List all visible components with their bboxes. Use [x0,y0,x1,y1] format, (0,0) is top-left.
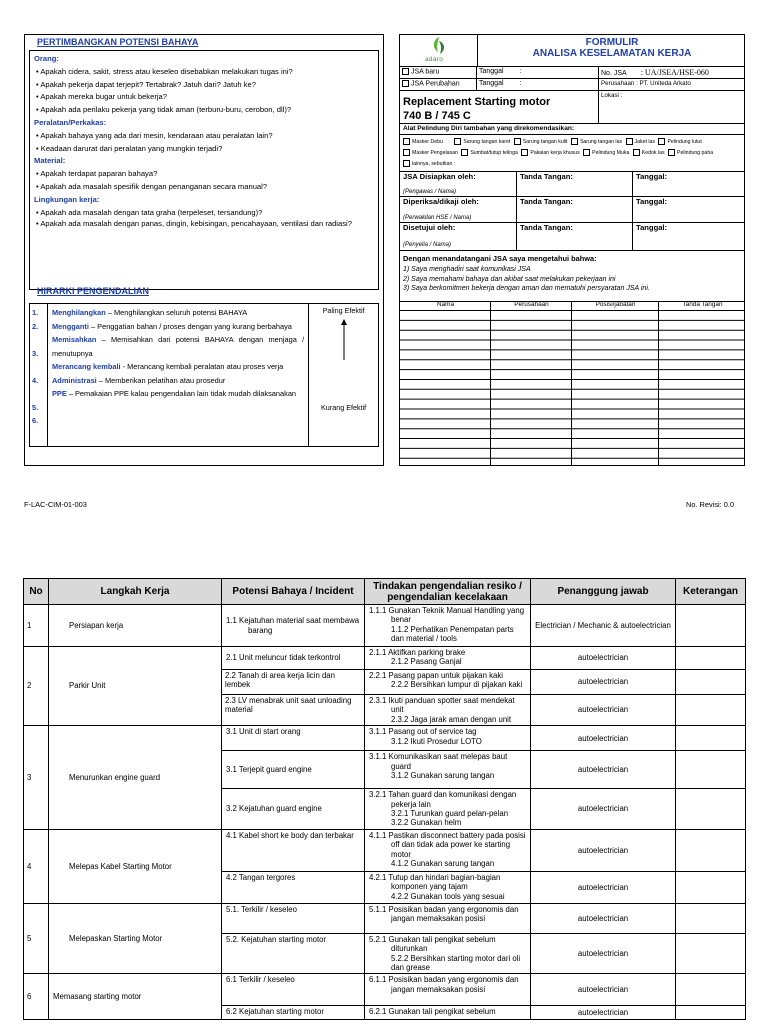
question: • Apakah mereka bugar untuk bekerja? [36,92,167,102]
hazard-cell: 2.1 Unit meluncur tidak terkontrol [222,647,365,670]
job-title [403,95,550,123]
table-row [24,605,746,647]
hk-num: 5. [32,402,39,412]
step-description: Parkir Unit [49,647,222,726]
table-header-row [24,579,746,605]
table-row [24,647,746,670]
remarks-cell [676,670,746,695]
hazard-cell: 6.1 Terkilir / keseleo [222,974,365,1006]
form-code: F-LAC-CIM-01-003 [24,500,87,509]
question: • Apakah bahaya yang ada dari mesin, kendaraan atau peralatan lain? [36,130,273,140]
apd-checkbox[interactable] [403,149,410,156]
declaration-item: 2) Saya memahami bahaya dan akibat saat melakukan pekerjaan ini [403,275,616,283]
remarks-cell [676,829,746,871]
control-cell: 2.1.1 Aktifkan parking brake 2.1.2 Pasang Ganjal [365,647,531,670]
sign-label: Diperiksa/dikaji oleh: [403,197,479,206]
job-title-line1: Replacement Starting motor [403,96,551,108]
remarks-cell [676,789,746,830]
control-cell: 5.1.1 Posisikan badan yang ergonomis dan jangan memaksakan posisi [365,903,531,933]
question: • Keadaan darurat dari peralatan yang mungkin terjadi? [36,143,223,153]
table-row [24,974,746,1006]
col-header: No [24,579,49,605]
control-cell: 3.1.1 Pasang out of service tag 3.1.2 Ikuti Prosedur LOTO [365,726,531,751]
responsible-cell: autoelectrician [531,695,676,726]
potensi-bahaya-box [29,50,379,290]
control-cell: 6.1.1 Posisikan badan yang ergonomis dan jangan memaksakan posisi [365,974,531,1006]
responsible-cell: Electrician / Mechanic & autoelectrician [531,605,676,647]
remarks-cell [676,933,746,974]
effectiveness-scale [309,304,379,447]
col-header: Tindakan pengendalian resiko / pengendalian kecelakaan [365,579,531,605]
responsible-cell: autoelectrician [531,829,676,871]
apd-other: lainnya, sebutkan : [403,160,455,167]
remarks-cell [676,751,746,789]
jsa-perubahan-row: JSA Perubahan Tanggal : Perusahaan : PT. Uniteda Arkato [400,79,744,91]
category-label: Material: [34,156,66,166]
lokasi: Lokasi : [598,91,622,123]
revision-number: No. Revisi: 0.0 [686,500,735,509]
apd-row-2: Masker Pengelasan Sumbat/tutup telinga Pakaian kerja khusus Pelindung Muka Kedok las Pelindung paha [403,149,713,156]
apd-checkbox[interactable] [626,138,633,145]
step-number: 6 [24,974,49,1020]
sign-row-approved [400,223,744,251]
apd-checkbox[interactable] [668,149,675,156]
declaration-item: 3) Saya berkomitmen bekerja dengan aman dan mematuhi persyaratan JSA ini. [403,285,650,292]
form-title [479,37,745,59]
hirarki-item: Memisahkan – Memisahkan dari potensi BAHAYA dengan menjaga / menutupnya [51,335,305,358]
hk-num: 6. [32,416,39,425]
perusahaan: Perusahaan : PT. Uniteda Arkato [598,79,691,90]
most-effective-label: Paling Efektif [322,306,365,315]
control-cell: 6.2.1 Gunakan tali pengikat sebelum [365,1006,531,1020]
col-header: Penanggung jawab [531,579,676,605]
signature-label: Tanda Tangan: [516,197,573,222]
responsible-cell: autoelectrician [531,726,676,751]
responsible-cell: autoelectrician [531,751,676,789]
col-header: Langkah Kerja [49,579,222,605]
responsible-cell: autoelectrician [531,670,676,695]
step-number: 4 [24,829,49,903]
declaration-item: 1) Saya menghadiri saat komunikasi JSA [403,266,531,273]
responsible-cell: autoelectrician [531,789,676,830]
hazard-cell: 5.1. Terkilir / keseleo [222,903,365,933]
date-label: Tanggal: [632,172,667,196]
tanggal-label: Tanggal [479,80,504,87]
hirarki-table [29,303,379,447]
hirarki-numbers [30,304,48,447]
apd-checkbox[interactable] [514,138,521,145]
attendance-grid-lines [400,301,745,466]
jsa-steps-table [23,578,746,1020]
att-header: Posisi/jabatan [595,301,636,308]
category-label: Peralatan/Perkakas: [34,117,107,127]
apd-row-1: Masker Debu Sarung tangan karet Sarung tangan kulit Sarung tangan las Jaket las Pelindung lutut [403,138,702,145]
control-cell: 1.1.1 Gunakan Teknik Manual Handling yang benar 1.1.2 Perhatikan Penempatan parts dan material / tools [365,605,531,647]
att-header: Nama [436,301,455,308]
hirarki-item: Administrasi – Memberikan pelatihan atau prosedur [51,375,226,385]
control-cell: 2.2.1 Pasang papan untuk pijakan kaki 2.2.2 Bersihkan lumpur di pijakan kaki [365,670,531,695]
remarks-cell [676,647,746,670]
hk-num: 1. [32,308,39,317]
control-cell: 4.1.1 Pastikan disconnect battery pada posisi off dan tidak ada power ke starting motor 4.1.2 Gunakan sarung tangan [365,829,531,871]
question: • Apakah cidera, sakit, stress atau keseleo disebabkan melakukan tugas ini? [36,66,293,76]
step-description: Melepaskan Starting Motor [49,903,222,974]
attendance-table [400,301,745,466]
col-header: Potensi Bahaya / Incident [222,579,365,605]
jsa-baru-row: JSA baru Tanggal : No. JSA : UA/JSEA/HSE-060 [400,67,744,79]
sign-role: (Perwakilan HSE / Nama) [403,215,472,221]
question: • Apakah ada masalah dengan tata graha (terpeleset, tersandung)? [36,207,263,217]
logo-cell [400,35,478,66]
apd-checkbox[interactable] [403,138,410,145]
control-cell: 5.2.1 Gunakan tali pengikat sebelum diturunkan 5.2.2 Bersihkan starting motor dari oli dan grease [365,933,531,974]
hirarki-item: PPE – Pemakaian PPE kalau pengendalian lain tidak mudah dilaksanakan [51,389,297,398]
step-number: 1 [24,605,49,647]
sign-label: Disetujui oleh: [403,223,456,232]
control-cell: 2.3.1 Ikuti panduan spotter saat mendekat unit 2.3.2 Jaga jarak aman dengan unit [365,695,531,726]
step-number: 2 [24,647,49,726]
sign-label: JSA Disiapkan oleh: [403,172,476,181]
jsa-baru-checkbox[interactable] [402,68,409,75]
step-description: Persiapan kerja [49,605,222,647]
table-row [24,726,746,751]
remarks-cell [676,726,746,751]
jsa-perubahan-checkbox[interactable] [402,80,409,87]
sign-role: (Penyelia / Nama) [403,242,452,248]
logo-text: adaro [425,56,444,63]
hazard-cell: 3.2 Kejatuhan guard engine [222,789,365,830]
date-label: Tanggal: [632,223,667,250]
jsa-baru-label: JSA baru [411,68,440,76]
remarks-cell [676,1006,746,1020]
hazard-cell: 4.1 Kabel short ke body dan terbakar [222,829,365,871]
signature-label: Tanda Tangan: [516,223,573,250]
responsible-cell: autoelectrician [531,1006,676,1020]
apd-checkbox[interactable] [571,138,578,145]
hirarki-item: Menghilangkan – Menghilangkan seluruh potensi BAHAYA [51,308,248,317]
responsible-cell: autoelectrician [531,974,676,1006]
apd-checkbox[interactable] [658,138,665,145]
remarks-cell [676,903,746,933]
responsible-cell: autoelectrician [531,903,676,933]
declaration-title: Dengan menandatangani JSA saya mengetahui bahwa: [403,254,597,263]
hazard-cell: 5.2. Kejatuhan starting motor [222,933,365,974]
control-cell: 3.1.1 Komunikasikan saat melepas baut guard 3.1.2 Gunakan sarung tangan [365,751,531,789]
question: • Apakah pekerja dapat terjepit? Tertabrak? Jatuh dari? Jatuh ke? [36,79,256,89]
apd-checkbox[interactable] [583,149,590,156]
hirarki-item: Merancang kembali - Merancang kembali peralatan atau proses verja [51,362,284,371]
hirarki-item: Mengganti – Penggatian bahan / proses dengan yang kurang berbahaya [51,321,292,331]
hazard-cell: 4.2 Tangan tergores [222,871,365,903]
step-description: Menurunkan engine guard [49,726,222,830]
remarks-cell [676,871,746,903]
hazard-cell: 2.3 LV menabrak unit saat unloading material [222,695,365,726]
no-jsa-value: : UA/JSEA/HSE-060 [640,68,709,77]
apd-section [400,124,744,172]
adaro-logo-icon [428,36,450,56]
hk-num: 4. [32,375,39,385]
date-label: Tanggal: [632,197,667,222]
form-header [400,35,744,67]
col-header: Keterangan [676,579,746,605]
table-row [24,903,746,933]
remarks-cell [676,605,746,647]
remarks-cell [676,695,746,726]
category-label: Orang: [34,54,59,63]
apd-checkbox[interactable] [454,138,461,145]
apd-title: Alat Pelindung Diri tambahan yang direkomendasikan: [403,125,575,132]
hk-num: 2. [32,321,39,331]
potensi-bahaya-title: PERTIMBANGKAN POTENSI BAHAYA [37,37,199,47]
question: • Apakah terdapat paparan bahaya? [36,169,158,179]
responsible-cell: autoelectrician [531,933,676,974]
hazard-cell: 6.2 Kejatuhan starting motor [222,1006,365,1020]
question: • Apakah ada masalah spesifik dengan penanganan secara manual? [36,181,268,191]
apd-checkbox[interactable] [403,160,410,167]
least-effective-label: Kurang Efektif [321,403,367,412]
hazard-cell: 1.1 Kejatuhan material saat membawa barang [222,605,365,647]
responsible-cell: autoelectrician [531,871,676,903]
hazard-cell: 2.2 Tanah di area kerja licin dan lembek [222,670,365,695]
category-label: Lingkungan kerja: [34,194,100,204]
control-cell: 3.2.1 Tahan guard dan komunikasi dengan pekerja lain 3.2.1 Turunkan guard pelan-pelan 3.2.2 Gunakan helm [365,789,531,830]
jsa-form [399,34,745,466]
step-description: Memasang starting motor [49,974,222,1020]
form-title-line2: ANALISA KESELAMATAN KERJA [532,48,692,59]
step-number: 3 [24,726,49,830]
hazard-cell: 3.1 Terjepit guard engine [222,751,365,789]
job-title-line2: 740 B / 745 C [403,110,471,122]
tanggal-label: Tanggal [479,68,504,75]
question: • Apakah ada masalah dengan panas, dingin, kebisingan, pencahayaan, ventilasi dan radiasi? [36,219,352,229]
control-cell: 4.2.1 Tutup dan hindari bagian-bagian komponen yang tajam 4.2.2 Gunakan tools yang sesuai [365,871,531,903]
att-header: Perusahaan [514,301,549,308]
apd-checkbox[interactable] [633,149,640,156]
sign-row-prepared [400,172,744,197]
step-number: 5 [24,903,49,974]
no-jsa-label: No. JSA [601,70,627,77]
up-arrow-icon [338,319,350,361]
sign-row-reviewed [400,197,744,223]
table-row [24,829,746,871]
responsible-cell: autoelectrician [531,647,676,670]
apd-checkbox[interactable] [461,149,468,156]
att-header: Tanda Tangan [682,301,723,308]
hazard-guidance-panel [24,34,384,466]
step-description: Melepas Kabel Starting Motor [49,829,222,903]
remarks-cell [676,974,746,1006]
declaration-list [403,265,650,294]
question: • Apakah ada perilaku pekerja yang tidak aman (terburu-buru, cerobon, dll)? [36,105,292,115]
hirarki-items [47,304,308,447]
signature-label: Tanda Tangan: [516,172,573,196]
jsa-perubahan-label: JSA Perubahan [411,80,460,88]
job-title-row [400,91,744,124]
sign-role: (Pengawas / Nama) [403,189,457,195]
hazard-cell: 3.1 Unit di start orang [222,726,365,751]
apd-checkbox[interactable] [521,149,528,156]
form-title-line1: FORMULIR [585,37,639,48]
hirarki-title: HIRARKI PENGENDALIAN [37,286,150,296]
hk-num: 3. [32,348,39,358]
